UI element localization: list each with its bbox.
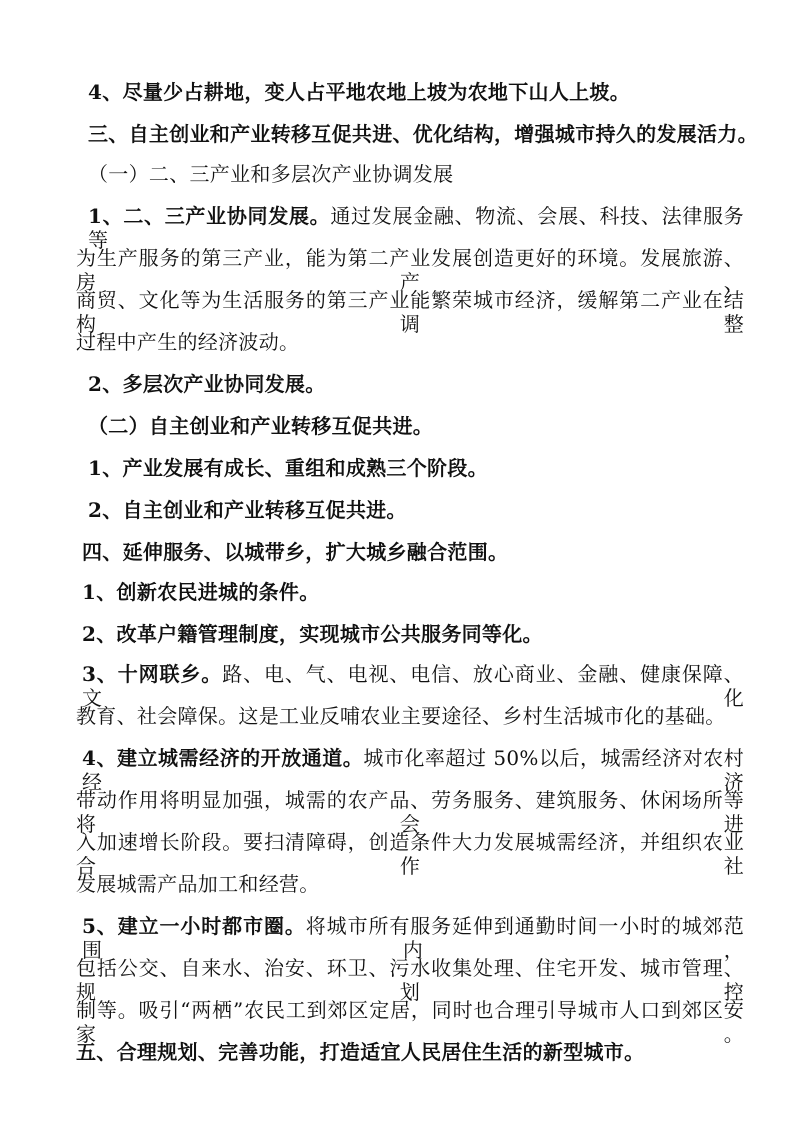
- subsection-heading: [88, 414, 433, 438]
- text-run: 商贸、文化等为生活服务的第三产业能繁荣城市经济，缓解第二产业在结构调整: [76, 288, 744, 336]
- paragraph-line: [88, 372, 326, 396]
- paragraph-line: [82, 914, 744, 962]
- text-run: （一）二、三产业和多层次产业协调发展: [88, 162, 454, 186]
- paragraph-line: [88, 498, 407, 522]
- paragraph-line: [76, 830, 744, 878]
- bold-run: 1、二、三产业协同发展。: [88, 204, 331, 228]
- paragraph-line: [76, 704, 726, 728]
- bold-run: 三、自主创业和产业转移互促共进、优化结构，增强城市持久的发展活力。: [88, 122, 758, 146]
- bold-run: 五、合理规划、完善功能，打造适宜人民居住生活的新型城市。: [76, 1040, 645, 1064]
- bold-run: 2、多层次产业协同发展。: [88, 372, 326, 396]
- bold-run: 2、自主创业和产业转移互促共进。: [88, 498, 407, 522]
- bold-run: 四、延伸服务、以城带乡，扩大城乡融合范围。: [82, 540, 509, 564]
- text-run: 为生产服务的第三产业，能为第二产业发展创造更好的环境。发展旅游、房产、: [76, 246, 744, 294]
- bold-run: 3、十网联乡。: [82, 662, 223, 686]
- text-run: 路、电、气、电视、电信、放心商业、金融、健康保障、文化: [82, 662, 744, 710]
- text-run: 通过发展金融、物流、会展、科技、法律服务等: [88, 204, 744, 252]
- text-run: 入加速增长阶段。要扫清障碍，创造条件大力发展城需经济，并组织农业合作社: [76, 830, 744, 878]
- section-heading: [82, 540, 508, 564]
- paragraph-line: [82, 622, 543, 646]
- paragraph-line: [76, 246, 744, 294]
- text-run: 教育、社会障保。这是工业反哺农业主要途径、乡村生活城市化的基础。: [76, 704, 726, 728]
- paragraph-line: [88, 204, 744, 252]
- section-heading: [88, 122, 758, 146]
- text-run: 过程中产生的经济波动。: [76, 330, 300, 354]
- text-run: 包括公交、自来水、治安、环卫、污水收集处理、住宅开发、城市管理、规划控: [76, 956, 744, 1004]
- section-heading: [76, 1040, 644, 1064]
- paragraph-line: [76, 998, 744, 1046]
- bold-run: 2、改革户籍管理制度，实现城市公共服务同等化。: [82, 622, 543, 646]
- paragraph-line: [76, 288, 744, 336]
- paragraph-line: [88, 456, 488, 480]
- bold-run: 5、建立一小时都市圈。: [82, 914, 306, 938]
- bold-run: 4、建立城需经济的开放通道。: [82, 746, 364, 770]
- bold-run: 1、产业发展有成长、重组和成熟三个阶段。: [88, 456, 488, 480]
- paragraph-line: [76, 788, 744, 836]
- bold-run: （二）自主创业和产业转移互促共进。: [88, 414, 434, 438]
- subsection-heading: [88, 162, 453, 186]
- paragraph-line: [76, 330, 299, 354]
- text-run: 城市化率超过 50%以后，城需经济对农村经济: [82, 746, 744, 794]
- bold-run: 4、尽量少占耕地，变人占平地农地上坡为农地下山人上坡。: [88, 80, 631, 104]
- paragraph-line: [82, 580, 320, 604]
- paragraph-line: [88, 80, 630, 104]
- text-run: 制等。吸引“两栖”农民工到郊区定居，同时也合理引导城市人口到郊区安家。: [76, 998, 744, 1046]
- text-run: 发展城需产品加工和经营。: [76, 872, 320, 896]
- paragraph-line: [76, 872, 320, 896]
- paragraph-line: [76, 956, 744, 1004]
- text-run: 将城市所有服务延伸到通勤时间一小时的城郊范围内，: [82, 914, 744, 962]
- paragraph-line: [82, 746, 744, 794]
- paragraph-line: [82, 662, 744, 710]
- bold-run: 1、创新农民进城的条件。: [82, 580, 320, 604]
- text-run: 带动作用将明显加强，城需的农产品、劳务服务、建筑服务、休闲场所等将会进: [76, 788, 744, 836]
